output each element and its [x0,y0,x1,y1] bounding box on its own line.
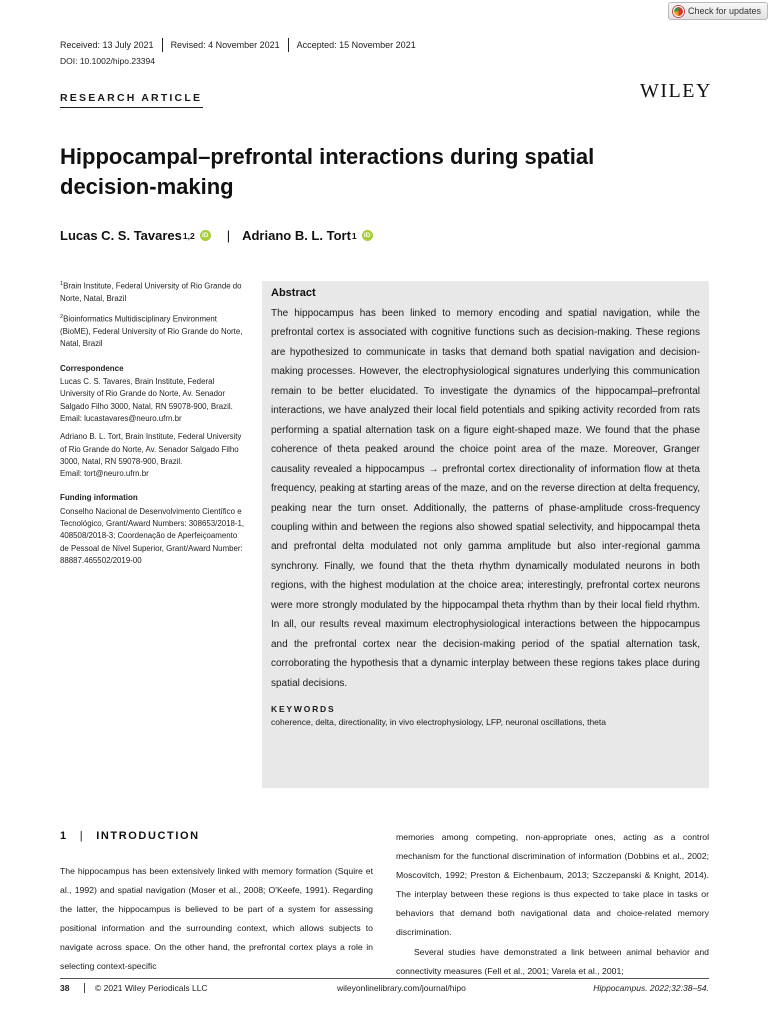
accepted-date: Accepted: 15 November 2021 [288,38,424,52]
keywords-heading: KEYWORDS [271,704,336,715]
email-link[interactable]: Email: tort@neuro.ufrn.br [60,469,149,479]
affiliation-1: $^1$Brain Institute, Federal University of Rio Grande do Norte, Natal, Brazil [60,281,242,303]
article-dates [60,38,424,52]
abstract-text: The hippocampus has been linked to memory encoding and spatial navigation, while the prefrontal cortex is associated with cognitive functions such as decision-making. These regions are hypothesized to communicate in tasks that demand both spatial navigation and decision-making processes. However, the electrophysiological signatures underlying this communication remain to be better elucidated. To investigate the dynamics of the hippocampal–prefrontal interactions, we have analyzed their local field potentials and spiking activity recorded from rats performing a spatial alternation task on a figure eight-shaped maze. We found that the phase coherence of theta peaked around the choice point area of the maze. Moreover, Granger causality revealed a hippocampus → prefrontal cortex directionality of information flow at theta frequency, peaking at starting areas of the maze, and on the reverse direction at delta frequency, peaking near the turn onset. Additionally, the patterns of phase-amplitude cross-frequency coupling within and between the regions also showed spatial selectivity, and hippocampal theta and prefrontal delta modulated not only gamma amplitude but also inter-regional gamma synchrony. Finally, we found that the theta rhythm dynamically modulated neurons in both regions, with the highest modulation at the choice area; interestingly, prefrontal cortex neurons were more strongly modulated by the hippocampal theta rhythm than by their local field rhythm. In all, our results reveal maximum electrophysiological interactions between the hippocampus and the prefrontal cortex near the decision-making period of the spatial alternation task, corroborating the hypothesis that a dynamic interplay between these regions takes place during spatial decisions. [271,308,700,689]
footer-divider [60,978,709,979]
doi-link[interactable]: DOI: 10.1002/hipo.23394 [60,56,155,66]
check-for-updates-label: Check for updates [688,6,762,16]
article-info-sidebar [60,278,248,573]
article-type-label: RESEARCH ARTICLE [60,92,203,104]
correspondence-heading: Correspondence [60,363,124,373]
author-name[interactable]: Adriano B. L. Tort [242,228,351,243]
revised-date: Revised: 4 November 2021 [162,38,288,52]
copyright-notice: © 2021 Wiley Periodicals LLC [84,983,208,993]
intro-paragraph-second: Several studies have demonstrated a link between animal behavior and connectivity measures (Fell et al., 2001; Varela et al., 2001; [396,946,709,976]
funding-text: Conselho Nacional de Desenvolvimento Científico e Tecnológico, Grant/Award Numbers: 308653/2018-1, 408508/2018-3; Coordenação de Aperfeiçoamento de Pessoal de Nível Superior, Grant/Award Number: 88887.465502/2019-00 [60,506,245,565]
page-number: 38 [60,983,70,993]
intro-paragraph-left: The hippocampus has been extensively linked with memory formation (Squire et al., 1992) and spatial navigation (Moser et al., 2008; O'Keefe, 1991). Regarding the latter, the hippocampus is believed to be part of a system for assessing positional information and the surrounding context, which allows subjects to navigate across space. On the other hand, the prefrontal cortex plays a role in selecting context-specific [60,866,373,972]
affiliation-2: $^2$Bioinformatics Multidisciplinary Environment (BioME), Federal University of Rio Grande do Norte, Natal, Brazil [60,314,243,349]
intro-paragraph-continued: memories among competing, non-appropriate ones, acting as a control mechanism for the functional discrimination of information (Dobbins et al., 2002; Moscovitch, 1992; Preston & Eichenbaum, 2013; Szczepanski & Knight, 2014). The interplay between these regions is thus expected to take place in tasks or behaviors that demand both navigational data and choice-related memory discrimination. [396,832,709,938]
publisher-logo: WILEY [640,80,712,102]
article-title: Hippocampal–prefrontal interactions during spatial decision-making [60,144,595,199]
journal-citation: Hippocampus. 2022;32:38–54. [593,983,709,993]
author-list [60,228,373,243]
section-heading-introduction [60,830,200,842]
crossmark-icon [673,6,684,17]
orcid-icon[interactable]: iD [200,230,211,241]
section-separator: | [79,830,85,842]
orcid-icon[interactable]: iD [362,230,373,241]
section-number: 1 [60,830,68,842]
intro-column-right [396,828,709,981]
section-title: INTRODUCTION [96,830,200,842]
email-link[interactable]: Email: lucastavares@neuro.ufrn.br [60,413,182,423]
author-name[interactable]: Lucas C. S. Tavares [60,228,182,243]
page-footer [60,983,709,995]
abstract-panel [262,281,709,788]
article-type-underline [60,107,203,108]
abstract-heading: Abstract [271,287,316,299]
author-affiliation-marker: 1,2 [182,230,195,241]
keywords-list: coherence, delta, directionality, in vivo electrophysiology, LFP, neuronal oscillations, theta [271,717,606,728]
correspondence-2: Adriano B. L. Tort, Brain Institute, Federal University of Rio Grande do Norte, Av. Senador Salgado Filho 3000, Natal, RN 59078-900, Brazil. Email: tort@neuro.ufrn.br [60,432,242,479]
correspondence-1: Lucas C. S. Tavares, Brain Institute, Federal University of Rio Grande do Norte, Av. Senador Salgado Filho 3000, Natal, RN 59078-900, Brazil. Email: lucastavares@neuro.ufrn.br [60,377,233,423]
journal-website-link[interactable]: wileyonlinelibrary.com/journal/hipo [337,983,466,993]
funding-heading: Funding information [60,493,138,503]
author-affiliation-marker: 1 [351,230,357,241]
received-date: Received: 13 July 2021 [60,40,154,50]
author-separator: | [226,228,231,243]
check-for-updates-button[interactable] [668,2,768,20]
